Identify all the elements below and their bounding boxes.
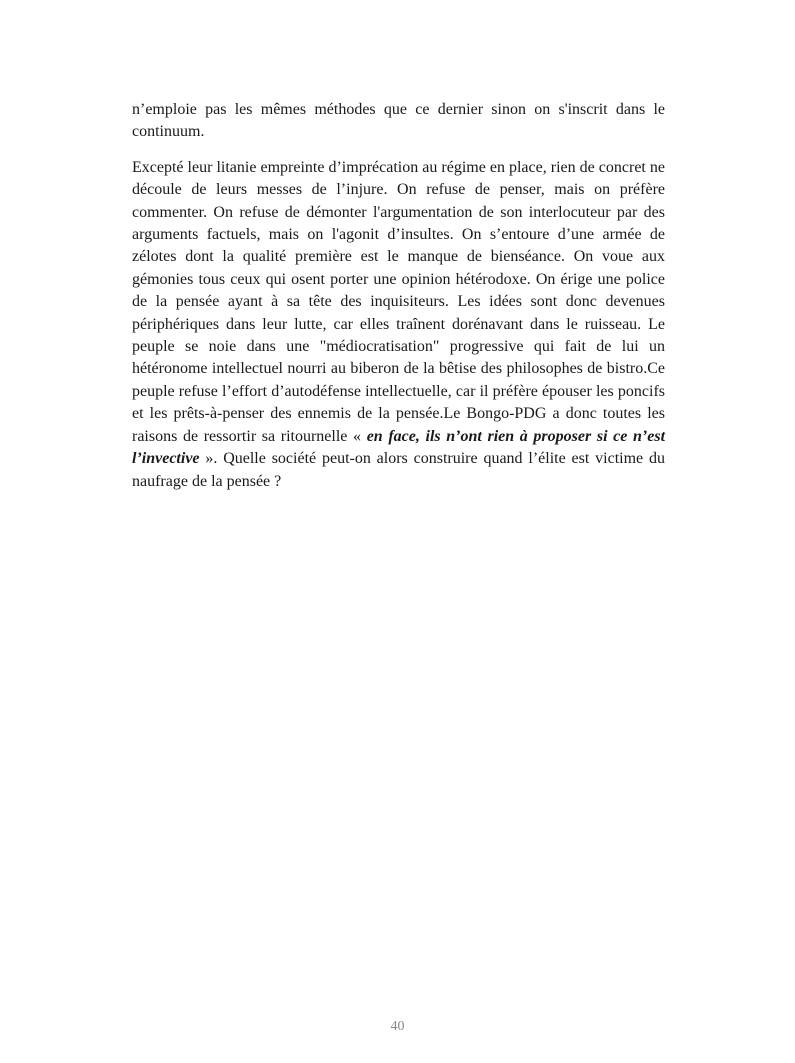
paragraph-2-text-after: ». Quelle société peut-on alors construire quand l’élite est victime du naufrage de la pensée ? <box>132 450 665 490</box>
paragraph-1: n’emploie pas les mêmes méthodes que ce dernier sinon on s'inscrit dans le continuum. <box>132 101 665 141</box>
paragraph-2-text-before: Excepté leur litanie empreinte d’imprécation au régime en place, rien de concret ne découle de leurs messes de l’injure. On refuse de penser, mais on préfère commenter. On refuse de démonter l'argumentation de son interlocuteur par des arguments factuels, mais on l'agonit d’insultes. On s’entoure d’une armée de zélotes dont la qualité première est le manque de bienséance. On voue aux gémonies tous ceux qui osent porter une opinion hétérodoxe. On érige une police de la pensée ayant à sa tête des inquisiteurs. Les idées sont donc devenues périphériques dans leur lutte, car elles traînent dorénavant dans le ruisseau. Le peuple se noie dans une "médiocratisation" progressive qui fait de lui un hétéronome intellectuel nourri au biberon de la bêtise des philosophes de bistro.Ce peuple refuse l’effort d’autodéfense intellectuelle, car il préfère épouser les poncifs et les prêts-à-penser des ennemis de la pensée.Le Bongo-PDG a donc toutes les raisons de ressortir sa ritournelle « <box>132 158 665 445</box>
quoted-refrain: en face, ils n’ont rien à proposer si ce n’est l’invective <box>132 427 666 468</box>
paragraph-2 <box>132 157 665 493</box>
body-text <box>132 99 665 493</box>
page-number: 40 <box>390 1019 405 1034</box>
